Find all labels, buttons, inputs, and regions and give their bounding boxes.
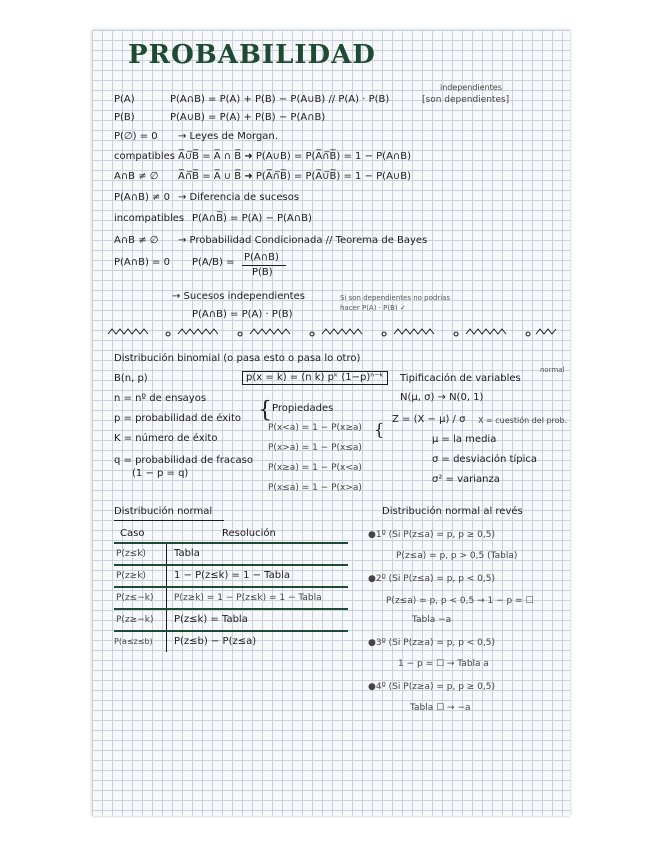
table-line bbox=[114, 630, 348, 632]
prob-label-3: P(∅) = 0 bbox=[114, 131, 158, 142]
prob-label-7: incompatibles bbox=[114, 213, 185, 224]
prop-4: P(x≤a) = 1 − P(x>a) bbox=[268, 483, 362, 493]
page-title: PROBABILIDAD bbox=[128, 40, 376, 70]
binomial-formula: p(x = k) = (n k) pᵏ (1−p)ⁿ⁻ᵏ bbox=[242, 371, 388, 385]
independent-note: independientes bbox=[440, 83, 502, 92]
prob-formula-2: P(A∪B) = P(A) + P(B) − P(A∩B) bbox=[170, 112, 326, 123]
prob-label-8: A∩B ≠ ∅ bbox=[114, 235, 159, 246]
table-res-5: P(z≤b) − P(z≤a) bbox=[174, 636, 257, 647]
binomial-k-def: K = número de éxito bbox=[114, 433, 218, 444]
indep-formula: P(A∩B) = P(A) · P(B) bbox=[192, 309, 293, 320]
prob-label-6: P(A∩B) ≠ 0 bbox=[114, 192, 170, 203]
table-res-3: P(z≥k) = 1 − P(z≤k) = 1 − Tabla bbox=[174, 593, 322, 603]
tip-norm: N(μ, σ) → N(0, 1) bbox=[400, 392, 484, 403]
table-line bbox=[114, 586, 348, 588]
wave-divider-1 bbox=[108, 326, 558, 338]
table-line bbox=[114, 564, 348, 566]
prob-formula-9: P(A/B) = bbox=[192, 257, 235, 268]
binomial-q-formula: (1 − p = q) bbox=[132, 468, 189, 479]
reverse-item-2-a: ●2º (Si P(z≤a) = p, p < 0,5) bbox=[368, 574, 495, 584]
prop-2: P(x>a) = 1 − P(x≤a) bbox=[268, 443, 362, 453]
binomial-heading: Distribución binomial (o pasa esto o pasa lo otro) bbox=[114, 353, 361, 364]
indep-note-2: hacer P(A) · P(B) ✓ bbox=[340, 304, 406, 312]
table-col-divider bbox=[166, 544, 167, 652]
prop-1: P(x<a) = 1 − P(x≥a) bbox=[268, 423, 362, 433]
binomial-q-def: q = probabilidad de fracaso bbox=[114, 455, 253, 466]
col-case-header: Caso bbox=[120, 528, 145, 539]
table-res-1: Tabla bbox=[174, 548, 200, 559]
reverse-item-4-a: ●4º (Si P(z≥a) = p, p ≥ 0,5) bbox=[368, 682, 495, 692]
prob-label-2: P(B) bbox=[114, 112, 135, 123]
props-brace-right: { bbox=[374, 420, 385, 439]
binomial-n-def: n = nº de ensayos bbox=[114, 393, 207, 404]
reverse-item-3-b: 1 − p = ☐ → Tabla a bbox=[398, 659, 489, 669]
tip-sigma: σ = desviación típica bbox=[432, 454, 537, 465]
tip-sigma2: σ² = varianza bbox=[432, 474, 500, 485]
fraction-bar bbox=[242, 265, 286, 266]
props-title: Propiedades bbox=[272, 403, 334, 414]
bayes-numerator: P(A∩B) bbox=[244, 252, 279, 263]
normal-heading: Distribución normal bbox=[114, 506, 213, 517]
bayes-denominator: P(B) bbox=[252, 267, 273, 278]
binomial-b: B(n, p) bbox=[114, 373, 148, 384]
table-line bbox=[114, 542, 348, 544]
indep-heading: → Sucesos independientes bbox=[172, 291, 305, 302]
table-line bbox=[114, 608, 348, 610]
prob-formula-4: A̅∪̅B̅ = A̅ ∩ B̅ ➜ P(A∪B) = P(A̅∩̅B̅) = 1 − P(A∩B) bbox=[178, 151, 412, 162]
prob-label-1: P(A) bbox=[114, 94, 135, 105]
reverse-item-4-b: Tabla ☐ → −a bbox=[410, 703, 471, 713]
tip-x: X = cuestión del prob. bbox=[478, 416, 568, 425]
table-case-4: P(z≥−k) bbox=[116, 615, 154, 625]
binomial-p-def: p = probabilidad de éxito bbox=[114, 413, 241, 424]
table-res-4: P(z≤k) = Tabla bbox=[174, 614, 248, 625]
table-res-2: 1 − P(z≤k) = 1 − Tabla bbox=[174, 570, 291, 581]
reverse-item-2-b: P(z≤a) = p, p < 0,5 → 1 − p = ☐ bbox=[386, 596, 534, 606]
table-case-5: P(a≤z≤b) bbox=[114, 637, 153, 646]
prob-label-5: A∩B ≠ ∅ bbox=[114, 171, 159, 182]
col-res-header: Resolución bbox=[222, 528, 276, 539]
dependent-bracket: [son dependientes] bbox=[422, 95, 510, 105]
prob-formula-6: → Diferencia de sucesos bbox=[178, 192, 300, 203]
normal-heading-underline bbox=[114, 520, 224, 521]
prop-3: P(x≥a) = 1 − P(x<a) bbox=[268, 463, 362, 473]
table-case-1: P(z≤k) bbox=[116, 549, 146, 559]
tip-z: Z = (X − μ) / σ bbox=[392, 414, 466, 425]
tip-title: Tipificación de variables bbox=[400, 373, 521, 384]
prob-formula-1: P(A∩B) = P(A) + P(B) − P(A∪B) // P(A) · P(B) bbox=[170, 94, 390, 105]
table-case-2: P(z≥k) bbox=[116, 571, 146, 581]
prob-label-9: P(A∩B) = 0 bbox=[114, 257, 170, 268]
reverse-item-3-a: ●3º (Si P(z≥a) = p, p < 0,5) bbox=[368, 638, 495, 648]
tip-mu: μ = la media bbox=[432, 434, 497, 445]
reverse-item-1-a: ●1º (Si P(z≤a) = p, p ≥ 0,5) bbox=[368, 530, 495, 540]
prob-formula-3: → Leyes de Morgan. bbox=[178, 131, 278, 142]
notebook-page bbox=[92, 30, 570, 816]
tip-note: normal bbox=[540, 366, 565, 374]
props-brace-left: { bbox=[258, 398, 272, 423]
prob-formula-5: A̅∩̅B̅ = A̅ ∪ B̅ ➜ P(A̅∩̅B̅) = P(A̅∪̅B̅) = 1 − P(A∪B) bbox=[178, 171, 412, 182]
reverse-heading: Distribución normal al revés bbox=[382, 506, 523, 517]
prob-formula-7: P(A∩B̅) = P(A) − P(A∩B) bbox=[192, 213, 312, 224]
reverse-item-2-c: Tabla −a bbox=[412, 615, 452, 625]
indep-note-1: Si son dependientes no podrías bbox=[340, 294, 451, 302]
reverse-item-1-b: P(z≤a) = p, p > 0,5 (Tabla) bbox=[396, 551, 518, 561]
table-case-3: P(z≤−k) bbox=[116, 593, 154, 603]
prob-formula-8: → Probabilidad Condicionada // Teorema de Bayes bbox=[178, 235, 428, 246]
prob-label-4: compatibles bbox=[114, 151, 176, 162]
